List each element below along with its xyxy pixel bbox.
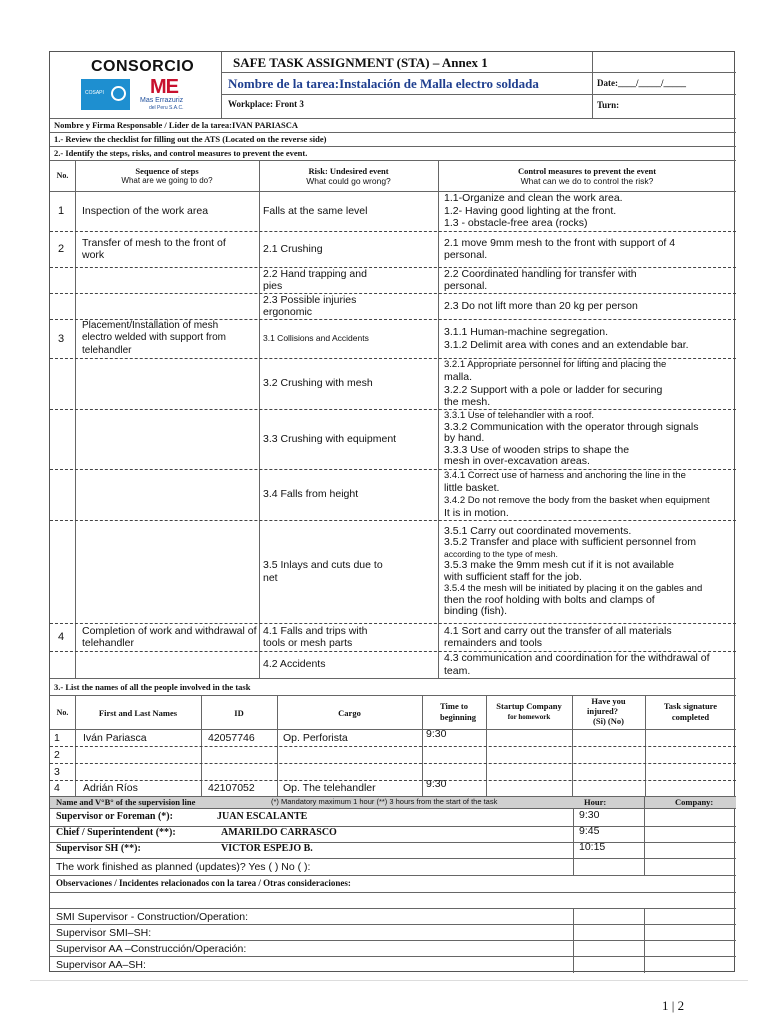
text-line: 1.2- Having good lighting at the front.: [444, 204, 617, 217]
person-name: Adrián Ríos: [83, 782, 138, 794]
me-logo-sub2: del Peru S.A.C.: [149, 105, 184, 111]
me-logo-sub: Mas Errazuriz: [140, 97, 184, 104]
text-line: electro welded with support from: [82, 332, 226, 344]
text-line: 2.1 Crushing: [263, 242, 323, 255]
text-line: 2.3 Do not lift more than 20 kg per person: [444, 299, 638, 312]
text-line: Inspection of the work area: [82, 204, 209, 217]
risk-step-control: [444, 326, 736, 351]
people-divider: [50, 763, 736, 764]
sta-form: [49, 51, 735, 972]
person-no: 4: [54, 782, 60, 794]
text-line: 3.5.4 the mesh will be initiated by placing it on the gables and: [444, 583, 703, 594]
person-cargo: Op. Perforista: [283, 732, 348, 744]
text-line: by hand.: [444, 432, 485, 445]
text-line: 3.4.2 Do not remove the body from the basket when equipment: [444, 494, 710, 506]
text-line: 3.4 Falls from height: [263, 488, 359, 501]
risk-step-risk: [263, 243, 438, 256]
finished-question[interactable]: The work finished as planned (updates)? Yes ( ) No ( ):: [56, 861, 311, 873]
risk-step-control: [444, 300, 736, 313]
text-line: 2.1 move 9mm mesh to the front with support of 4: [444, 236, 676, 249]
risk-step-sequence: [82, 237, 262, 262]
row-number: 4: [57, 631, 65, 643]
risk-step-risk: [263, 433, 438, 446]
text-line: mesh in over-excavation areas.: [444, 455, 590, 468]
text-line: 3.2.2 Support with a pole or ladder for securing: [444, 383, 663, 396]
text-line: 3.3.3 Use of wooden strips to shape the: [444, 443, 630, 456]
text-line: 4.2 Accidents: [263, 658, 326, 671]
text-line: Transfer of mesh to the front of: [82, 236, 226, 249]
row-number: 2: [57, 243, 65, 255]
text-line: pies: [263, 280, 283, 292]
people-header-sign2: completed: [671, 712, 710, 722]
observations-label: Observaciones / Incidentes relacionados con la tarea / Otras consideraciones:: [56, 878, 351, 888]
logo-title: CONSORCIO: [91, 58, 195, 75]
supervisor-label: Chief / Superintendent (**):: [56, 827, 176, 838]
person-no: 3: [54, 766, 60, 778]
header-no: No.: [56, 171, 69, 180]
text-line: 3.2.1 Appropriate personnel for lifting and placing the: [444, 358, 667, 370]
workplace: Workplace: Front 3: [228, 99, 304, 109]
risk-step-control: [444, 652, 736, 677]
text-line: 4.1 Falls and trips with: [263, 624, 368, 637]
risk-step-sequence: [82, 625, 262, 650]
people-header-id: ID: [234, 708, 244, 718]
text-line: then the roof holding with bolts and clamps of: [444, 593, 655, 606]
risk-step-control: [444, 410, 736, 468]
text-line: according to the type of mesh.: [444, 548, 558, 559]
text-line: 3.5.1 Carry out coordinated movements.: [444, 524, 632, 537]
risk-step-risk: [263, 559, 438, 584]
step-1-instruction: 1.- Review the checklist for filling out the ATS (Located on the reverse side): [54, 134, 327, 144]
supervision-note: (*) Mandatory maximum 1 hour (**) 3 hours from the start of the task: [271, 797, 498, 806]
text-line: ergonomic: [263, 306, 313, 318]
text-line: 3.5 Inlays and cuts due to: [263, 559, 383, 571]
supervisor-label: Supervisor SH (**):: [56, 843, 141, 854]
text-line: 1.1-Organize and clean the work area.: [444, 192, 623, 205]
risk-step-control: [444, 237, 736, 262]
risk-step-control: [444, 625, 736, 650]
people-divider: [50, 746, 736, 747]
people-header-cargo: Cargo: [338, 708, 361, 718]
signer-label[interactable]: Supervisor AA –Construcción/Operación:: [56, 943, 247, 955]
text-line: the mesh.: [444, 396, 491, 408]
person-no: 1: [54, 732, 60, 744]
risk-step-risk: [263, 205, 438, 218]
row-divider: [50, 520, 736, 521]
form-title: SAFE TASK ASSIGNMENT (STA) – Annex 1: [233, 55, 488, 70]
header-risk-sub: What could go wrong?: [306, 176, 391, 186]
text-line: with sufficient staff for the job.: [444, 570, 582, 583]
text-line: 3.1.1 Human-machine segregation.: [444, 326, 609, 338]
people-header-injured3: (Si) (No): [593, 716, 624, 726]
people-header-time2: beginning: [440, 712, 476, 722]
risk-step-risk: [263, 625, 438, 650]
text-line: 3.1 Collisions and Accidents: [263, 333, 369, 344]
person-time: 9:30: [426, 728, 447, 740]
people-header-name: First and Last Names: [98, 708, 178, 718]
text-line: 3.1.2 Delimit area with cones and an extendable bar.: [444, 338, 689, 351]
company-label: Company:: [675, 797, 714, 807]
text-line: Placement/Installation of mesh: [82, 319, 219, 331]
header-risk: Risk: Undesired event: [308, 166, 389, 176]
text-line: Completion of work and withdrawal of: [82, 624, 257, 637]
text-line: team.: [444, 664, 471, 677]
text-line: net: [263, 571, 278, 584]
person-no: 2: [54, 749, 60, 761]
people-header-company2: for homework: [507, 713, 551, 721]
text-line: 2.3 Possible injuries: [263, 293, 357, 306]
supervisor-hour: 10:15: [579, 841, 606, 853]
text-line: 3.4.1 Correct use of harness and anchoring the line in the: [444, 469, 686, 481]
date-field[interactable]: Date:____/_____/_____: [597, 78, 686, 88]
people-header-injured: Have you: [591, 696, 626, 706]
risk-step-control: [444, 470, 736, 520]
text-line: 4.3 communication and coordination for the withdrawal of: [444, 652, 710, 664]
risk-step-risk: [263, 332, 438, 345]
supervisor-hour: 9:30: [579, 809, 600, 821]
row-number: 1: [57, 205, 65, 217]
header-control: Control measures to prevent the event: [517, 166, 657, 176]
text-line: 2.2 Coordinated handling for transfer with: [444, 267, 637, 280]
row-divider: [50, 231, 736, 232]
supervisor-name: JUAN ESCALANTE: [217, 811, 308, 822]
text-line: 3.3.1 Use of telehandler with a roof.: [444, 410, 594, 422]
risk-step-risk: [263, 658, 438, 671]
people-header-time: Time to: [440, 701, 468, 711]
text-line: 1.3 - obstacle-free area (rocks): [444, 217, 588, 230]
person-name: Iván Pariasca: [83, 732, 147, 744]
supervisor-hour: 9:45: [579, 825, 600, 837]
consortium-logo: [54, 55, 220, 117]
text-line: 4.1 Sort and carry out the transfer of all materials: [444, 624, 672, 637]
supervision-header: Name and V°B° of the supervision line: [56, 797, 196, 807]
people-header-company: Startup Company: [496, 701, 562, 711]
text-line: 3.5.2 Transfer and place with sufficient personnel from: [444, 536, 696, 548]
people-section-title: 3.- List the names of all the people involved in the task: [54, 682, 251, 692]
text-line: It is in motion.: [444, 507, 509, 519]
people-divider: [50, 780, 736, 781]
risk-step-control: [444, 268, 736, 293]
signer-label[interactable]: Supervisor SMI–SH:: [56, 927, 152, 939]
risk-step-risk: [263, 488, 438, 501]
header-control-sub: What can we do to control the risk?: [520, 176, 654, 186]
text-line: work: [82, 249, 105, 261]
task-leader: Nombre y Firma Responsable / Líder de la tarea:IVAN PARIASCA: [54, 120, 299, 130]
text-line: personal.: [444, 249, 488, 261]
text-line: malla.: [444, 371, 473, 383]
row-number: 3: [57, 332, 65, 345]
cosapi-logo: COSAPI: [81, 79, 130, 110]
risk-step-control: [444, 359, 736, 409]
supervisor-name: VICTOR ESPEJO B.: [221, 843, 313, 854]
text-line: binding (fish).: [444, 605, 508, 617]
risk-step-risk: [263, 268, 438, 293]
people-header-sign: Task signature: [663, 701, 718, 711]
text-line: telehandler: [82, 637, 134, 649]
step-2-instruction: 2.- Identify the steps, risks, and control measures to prevent the event.: [54, 148, 308, 158]
turn-field[interactable]: Turn:: [597, 100, 620, 110]
person-id: 42107052: [208, 782, 255, 794]
header-sequence: Sequence of steps: [135, 166, 199, 176]
person-cargo: Op. The telehandler: [283, 782, 376, 794]
text-line: telehandler: [82, 344, 132, 356]
signer-label[interactable]: Supervisor AA–SH:: [56, 959, 146, 971]
text-line: personal.: [444, 280, 488, 292]
text-line: 3.3 Crushing with equipment: [263, 432, 397, 445]
text-line: little basket.: [444, 482, 500, 494]
text-line: 3.3.2 Communication with the operator through signals: [444, 420, 699, 433]
risk-step-risk: [263, 294, 438, 319]
person-time: 9:30: [426, 778, 447, 790]
text-line: tools or mesh parts: [263, 637, 353, 649]
text-line: 3.5.3 make the 9mm mesh cut if it is not available: [444, 559, 674, 571]
supervisor-name: AMARILDO CARRASCO: [221, 827, 337, 838]
me-logo: ME: [150, 76, 178, 98]
page-number: 1 | 2: [662, 998, 685, 1013]
risk-step-risk: [263, 377, 438, 390]
people-header-no: No.: [56, 708, 69, 717]
people-header-injured2: injured?: [586, 706, 619, 716]
risk-step-sequence: [82, 205, 262, 218]
risk-step-control: [444, 526, 736, 618]
task-name: Nombre de la tarea:Instalación de Malla electro soldada: [228, 76, 539, 91]
hour-label: Hour:: [584, 797, 607, 807]
text-line: Falls at the same level: [263, 204, 368, 217]
text-line: 2.2 Hand trapping and: [263, 267, 367, 280]
signer-label[interactable]: SMI Supervisor - Construction/Operation:: [56, 911, 248, 923]
person-id: 42057746: [208, 732, 255, 744]
risk-step-sequence: [82, 320, 262, 358]
text-line: 3.2 Crushing with mesh: [263, 377, 373, 390]
cosapi-circle-icon: [111, 86, 126, 101]
text-line: remainders and tools: [444, 637, 543, 649]
supervisor-label: Supervisor or Foreman (*):: [56, 811, 173, 822]
risk-step-control: [444, 192, 736, 230]
header-sequence-sub: What are we going to do?: [121, 176, 213, 185]
